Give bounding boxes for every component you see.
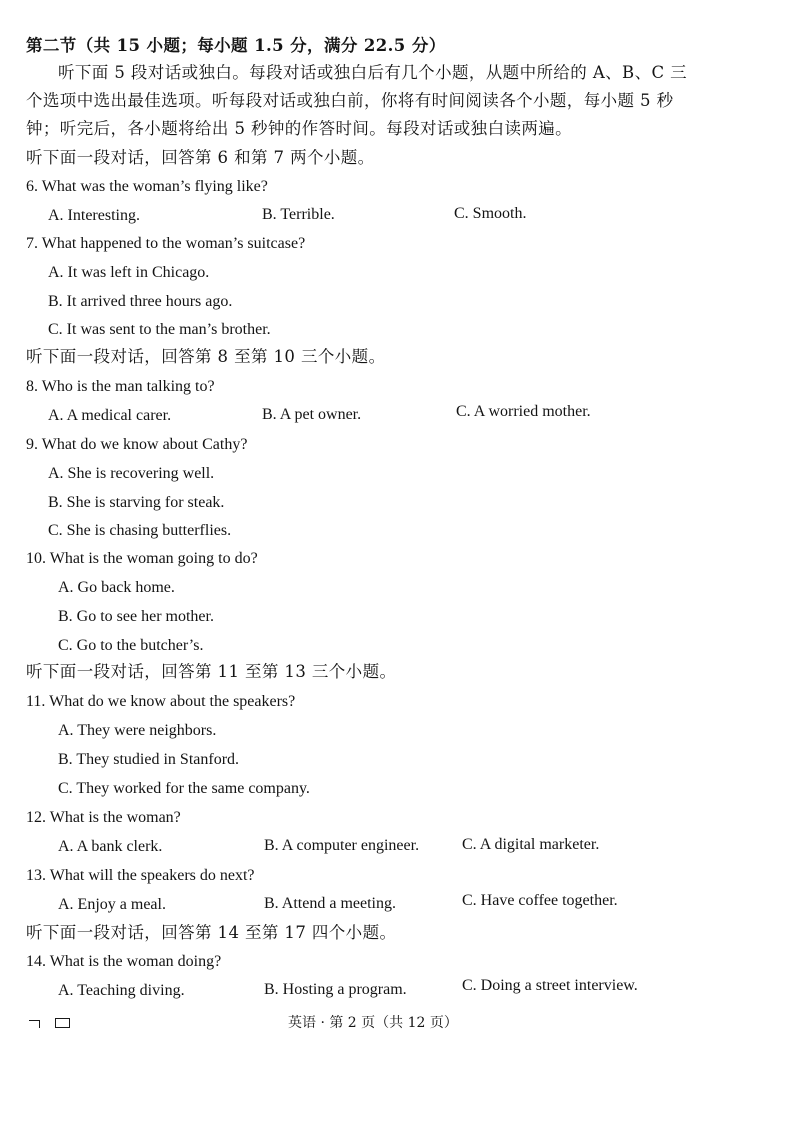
option-c: C. They worked for the same company. bbox=[58, 780, 310, 797]
instruction-line-1: 听下面 5 段对话或独白。每段对话或独白后有几个小题，从题中所给的 A、B、C 三 bbox=[58, 63, 688, 82]
question-stem: 11. What do we know about the speakers? bbox=[26, 693, 296, 710]
option-c: C. A digital marketer. bbox=[462, 836, 600, 853]
option-b: B. Terrible. bbox=[262, 206, 335, 223]
question-stem: 12. What is the woman? bbox=[26, 809, 181, 826]
question-stem: 14. What is the woman doing? bbox=[26, 953, 222, 970]
question-stem: 8. Who is the man talking to? bbox=[26, 378, 215, 395]
option-b: B. Go to see her mother. bbox=[58, 608, 214, 625]
page-footer: 英语 · 第 2 页（共 12 页） bbox=[288, 1015, 458, 1031]
question-stem: 13. What will the speakers do next? bbox=[26, 867, 255, 884]
option-a: A. A bank clerk. bbox=[58, 838, 163, 855]
option-a: A. It was left in Chicago. bbox=[48, 264, 210, 281]
option-c: C. Doing a street interview. bbox=[462, 977, 638, 994]
question-stem: 6. What was the woman’s flying like? bbox=[26, 178, 268, 195]
option-b: B. They studied in Stanford. bbox=[58, 751, 240, 768]
question-stem: 9. What do we know about Cathy? bbox=[26, 436, 248, 453]
corner-mark-right bbox=[55, 1018, 70, 1028]
option-a: A. A medical carer. bbox=[48, 407, 172, 424]
group-intro: 听下面一段对话，回答第 11 至第 13 三个小题。 bbox=[26, 662, 397, 681]
option-a: A. Enjoy a meal. bbox=[58, 896, 166, 913]
option-c: C. Go to the butcher’s. bbox=[58, 637, 204, 654]
corner-mark-left bbox=[29, 1020, 40, 1028]
option-a: A. Go back home. bbox=[58, 579, 175, 596]
option-c: C. Have coffee together. bbox=[462, 892, 618, 909]
section-header: 第二节（共 15 小题；每小题 1.5 分，满分 22.5 分） bbox=[26, 36, 446, 55]
option-b: B. She is starving for steak. bbox=[48, 494, 225, 511]
option-b: B. A pet owner. bbox=[262, 406, 362, 423]
option-b: B. Hosting a program. bbox=[264, 981, 407, 998]
group-intro: 听下面一段对话，回答第 14 至第 17 四个小题。 bbox=[26, 923, 397, 942]
option-c: C. It was sent to the man’s brother. bbox=[48, 321, 271, 338]
option-c: C. She is chasing butterflies. bbox=[48, 522, 232, 539]
option-a: A. They were neighbors. bbox=[58, 722, 217, 739]
group-intro: 听下面一段对话，回答第 6 和第 7 两个小题。 bbox=[26, 148, 375, 167]
option-b: B. A computer engineer. bbox=[264, 837, 420, 854]
option-b: B. It arrived three hours ago. bbox=[48, 293, 233, 310]
option-a: A. Teaching diving. bbox=[58, 982, 185, 999]
group-intro: 听下面一段对话，回答第 8 至第 10 三个小题。 bbox=[26, 347, 386, 366]
option-c: C. A worried mother. bbox=[456, 403, 591, 420]
instruction-line-3: 钟；听完后，各小题将给出 5 秒钟的作答时间。每段对话或独白读两遍。 bbox=[26, 119, 573, 138]
option-a: A. She is recovering well. bbox=[48, 465, 215, 482]
question-stem: 7. What happened to the woman’s suitcase? bbox=[26, 235, 306, 252]
question-stem: 10. What is the woman going to do? bbox=[26, 550, 258, 567]
instruction-line-2: 个选项中选出最佳选项。听每段对话或独白前，你将有时间阅读各个小题，每小题 5 秒 bbox=[26, 91, 674, 110]
option-c: C. Smooth. bbox=[454, 205, 527, 222]
option-a: A. Interesting. bbox=[48, 207, 140, 224]
option-b: B. Attend a meeting. bbox=[264, 895, 396, 912]
